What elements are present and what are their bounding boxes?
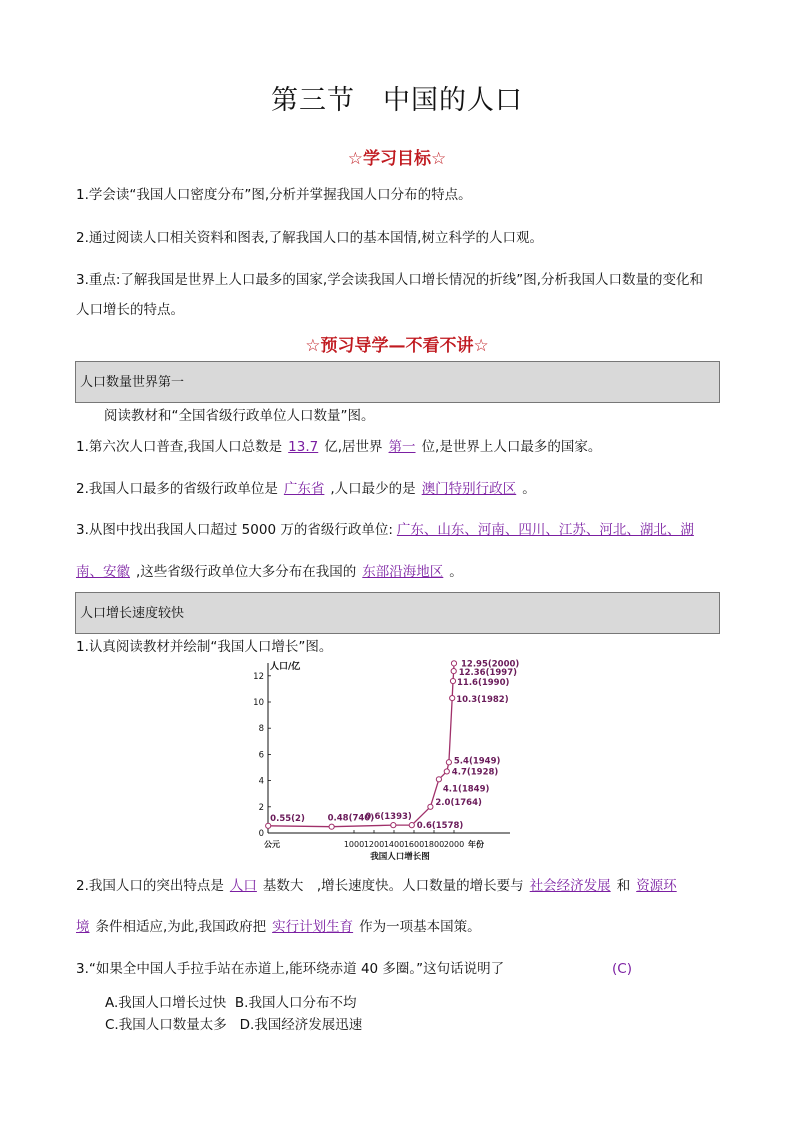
data-label: 12.95(2000) — [461, 659, 520, 670]
question-5-cont — [76, 917, 726, 937]
q1-text-c: 位,是世界上人口最多的国家。 — [421, 439, 602, 455]
question-1 — [76, 437, 726, 457]
preview-header: ☆预习导学—不看不讲☆ — [305, 336, 489, 356]
chart-title: 我国人口增长图 — [370, 852, 430, 862]
x-tick-label: 1600 — [403, 840, 425, 849]
q2-text-c: 。 — [522, 481, 536, 497]
page-title — [0, 78, 794, 117]
data-label: 0.55(2) — [270, 813, 305, 824]
data-label: 0.6(1578) — [416, 821, 464, 832]
objective-3-cont: 人口增长的特点。 — [76, 302, 184, 318]
population-growth-chart — [250, 655, 550, 865]
section-box-population-size: 人口数量世界第一 — [75, 361, 720, 403]
option-b: B.我国人口分布不均 — [234, 995, 357, 1011]
x-axis-label: 年份 — [468, 840, 484, 849]
data-point — [266, 823, 271, 828]
data-point — [446, 760, 451, 765]
q3-answer-1: 广东、山东、河南、四川、江苏、河北、湖北、湖 — [396, 522, 694, 538]
q5-answer-2: 社会经济发展 — [529, 878, 611, 894]
data-point — [428, 804, 433, 809]
question-5 — [76, 876, 726, 896]
data-point — [409, 823, 414, 828]
y-tick-label: 8 — [258, 724, 264, 735]
section-box-growth: 人口增长速度较快 — [75, 592, 720, 634]
data-label: 4.1(1849) — [442, 784, 490, 795]
data-point — [329, 824, 334, 829]
q2-text-a: 2.我国人口最多的省级行政单位是 — [76, 481, 278, 497]
data-label: 0.6(1393) — [365, 812, 412, 823]
data-point — [450, 678, 455, 683]
q3-answer-2: 东部沿海地区 — [362, 564, 444, 580]
y-tick-label: 12 — [253, 671, 264, 682]
q3-answer-1-cont: 南、安徽 — [76, 564, 130, 580]
question-3-cont — [76, 562, 726, 582]
q5-text-c: 和 — [616, 878, 631, 894]
x-tick-label: 1000 — [343, 840, 365, 849]
q5-answer-4: 实行计划生育 — [272, 919, 354, 935]
y-tick-label: 10 — [253, 698, 264, 708]
data-point — [451, 668, 456, 673]
q1-answer-1: 13.7 — [288, 439, 319, 455]
data-label: 0.48(740) — [327, 813, 375, 824]
q5-text-e: 作为一项基本国策。 — [359, 919, 481, 935]
y-tick-label: 6 — [258, 750, 264, 761]
data-label: 5.4(1949) — [453, 756, 501, 767]
x-tick-label: 1800 — [423, 840, 445, 849]
q5-answer-1: 人口 — [229, 878, 257, 894]
objective-2: 2.通过阅读人口相关资料和图表,了解我国人口的基本国情,树立科学的人口观。 — [76, 230, 543, 246]
data-point — [444, 769, 449, 774]
q2-answer-2: 澳门特别行政区 — [421, 481, 517, 497]
question-3 — [76, 520, 726, 540]
q1-text-a: 1.第六次人口普查,我国人口总数是 — [76, 439, 283, 455]
option-a: A.我国人口增长过快 — [105, 995, 227, 1011]
data-point — [450, 695, 455, 700]
y-tick-label: 0 — [258, 829, 264, 839]
data-point — [451, 661, 456, 666]
objective-1: 1.学会读“我国人口密度分布”图,分析并掌握我国人口分布的特点。 — [76, 187, 472, 203]
question-4: 1.认真阅读教材并绘制“我国人口增长”图。 — [76, 639, 333, 655]
reading-hint: 阅读教材和“全国省级行政单位人口数量”图。 — [104, 408, 375, 424]
option-c: C.我国人口数量太多 — [105, 1017, 227, 1033]
option-d: D.我国经济发展迅速 — [239, 1017, 363, 1033]
data-label: 11.6(1990) — [457, 678, 510, 689]
q1-text-b: 亿,居世界 — [324, 439, 383, 455]
data-label: 2.0(1764) — [435, 797, 482, 808]
q3-text-a: 3.从图中找出我国人口超过 5000 万的省级行政单位: — [76, 522, 393, 538]
q5-answer-3: 资源环 — [636, 878, 677, 894]
title-section: 第三节 — [271, 85, 355, 116]
y-axis-label: 人口/亿 — [270, 662, 301, 672]
data-label: 10.3(1982) — [456, 695, 509, 706]
x-start-label: 公元 — [264, 840, 280, 849]
objective-3: 3.重点:了解我国是世界上人口最多的国家,学会读我国人口增长情况的折线”图,分析我国人口数量的变化和 — [76, 272, 704, 288]
data-point — [391, 823, 396, 828]
y-tick-label: 2 — [258, 802, 264, 813]
q6-stem: 3.“如果全中国人手拉手站在赤道上,能环绕赤道 40 多圈。”这句话说明了 — [76, 961, 505, 977]
data-label: 12.36(1997) — [458, 668, 518, 679]
q3-text-b: ,这些省级行政单位大多分布在我国的 — [136, 564, 357, 580]
q5-text-a: 2.我国人口的突出特点是 — [76, 878, 224, 894]
q2-answer-1: 广东省 — [283, 481, 325, 497]
title-topic: 中国的人口 — [383, 85, 523, 116]
q1-answer-2: 第一 — [388, 439, 416, 455]
q5-text-d: 条件相适应,为此,我国政府把 — [95, 919, 267, 935]
objectives-header: ☆学习目标☆ — [347, 149, 447, 169]
q6-answer: (C) — [612, 961, 632, 977]
data-point — [436, 777, 441, 782]
population-line — [268, 663, 454, 826]
x-tick-label: 2000 — [443, 840, 465, 849]
x-tick-label: 1400 — [383, 840, 405, 849]
q5-answer-3-cont: 境 — [76, 919, 90, 935]
y-tick-label: 4 — [258, 776, 264, 787]
data-label: 4.7(1928) — [451, 767, 499, 778]
q3-text-c: 。 — [449, 564, 463, 580]
x-tick-labels — [344, 840, 464, 849]
question-2 — [76, 479, 726, 499]
options-row-2 — [105, 1013, 362, 1033]
q2-text-b: ,人口最少的是 — [330, 481, 416, 497]
q5-text-b: 基数大 ,增长速度快。人口数量的增长要与 — [262, 878, 524, 894]
question-6 — [76, 959, 726, 979]
x-tick-label: 1200 — [363, 840, 385, 849]
options-row-1 — [105, 991, 356, 1011]
